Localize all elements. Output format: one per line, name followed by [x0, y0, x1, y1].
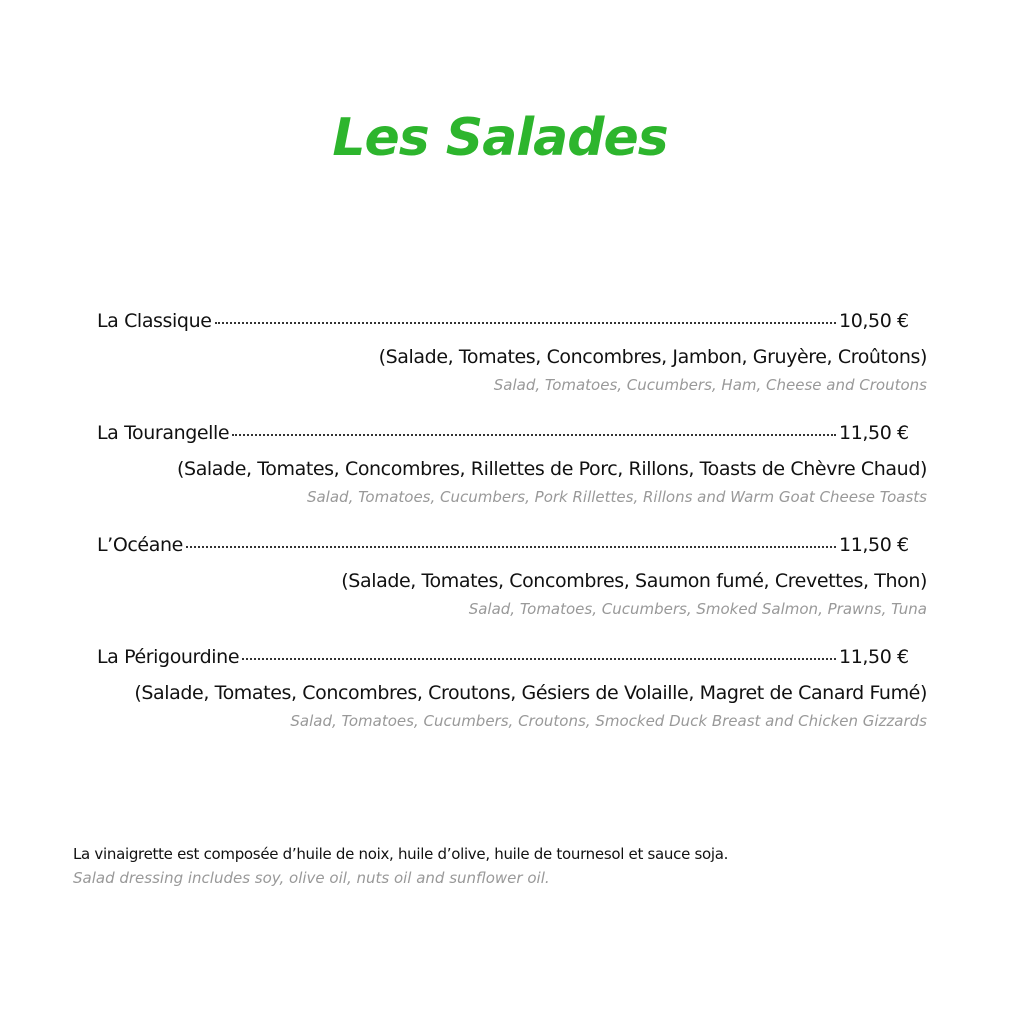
dressing-note-french: La vinaigrette est composée d’huile de noix, huile d’olive, huile de tournesol et sauce soja.	[73, 845, 729, 863]
item-price: 10,50 €	[839, 310, 909, 332]
menu-item-oceane	[97, 534, 927, 622]
item-price: 11,50 €	[839, 422, 909, 444]
item-description: (Salade, Tomates, Concombres, Saumon fumé, Crevettes, Thon)	[341, 570, 927, 592]
dressing-note	[73, 842, 973, 890]
menu-item-line	[97, 534, 917, 566]
dot-leader	[215, 322, 836, 324]
salad-menu	[97, 310, 927, 758]
item-name: La Périgourdine	[97, 646, 240, 668]
item-description: (Salade, Tomates, Concombres, Rillettes de Porc, Rillons, Toasts de Chèvre Chaud)	[177, 458, 927, 480]
menu-item-classique	[97, 310, 927, 398]
item-price: 11,50 €	[839, 534, 909, 556]
menu-item-line	[97, 310, 917, 342]
item-description: (Salade, Tomates, Concombres, Croutons, Gésiers de Volaille, Magret de Canard Fumé)	[134, 682, 927, 704]
item-name: La Tourangelle	[97, 422, 230, 444]
item-description: (Salade, Tomates, Concombres, Jambon, Gruyère, Croûtons)	[378, 346, 927, 368]
item-name: La Classique	[97, 310, 212, 332]
item-name: L’Océane	[97, 534, 183, 556]
item-translation: Salad, Tomatoes, Cucumbers, Croutons, Smocked Duck Breast and Chicken Gizzards	[290, 712, 927, 730]
item-price: 11,50 €	[839, 646, 909, 668]
item-translation: Salad, Tomatoes, Cucumbers, Pork Rillettes, Rillons and Warm Goat Cheese Toasts	[306, 488, 927, 506]
item-translation: Salad, Tomatoes, Cucumbers, Ham, Cheese and Croutons	[493, 376, 927, 394]
menu-item-line	[97, 422, 917, 454]
dot-leader	[232, 434, 836, 436]
dressing-note-english: Salad dressing includes soy, olive oil, nuts oil and sunflower oil.	[73, 869, 550, 887]
menu-item-line	[97, 646, 917, 678]
item-translation: Salad, Tomatoes, Cucumbers, Smoked Salmon, Prawns, Tuna	[468, 600, 927, 618]
page-title: Les Salades	[332, 108, 668, 168]
menu-item-tourangelle	[97, 422, 927, 510]
dot-leader	[242, 658, 836, 660]
dot-leader	[186, 546, 836, 548]
menu-item-perigourdine	[97, 646, 927, 734]
